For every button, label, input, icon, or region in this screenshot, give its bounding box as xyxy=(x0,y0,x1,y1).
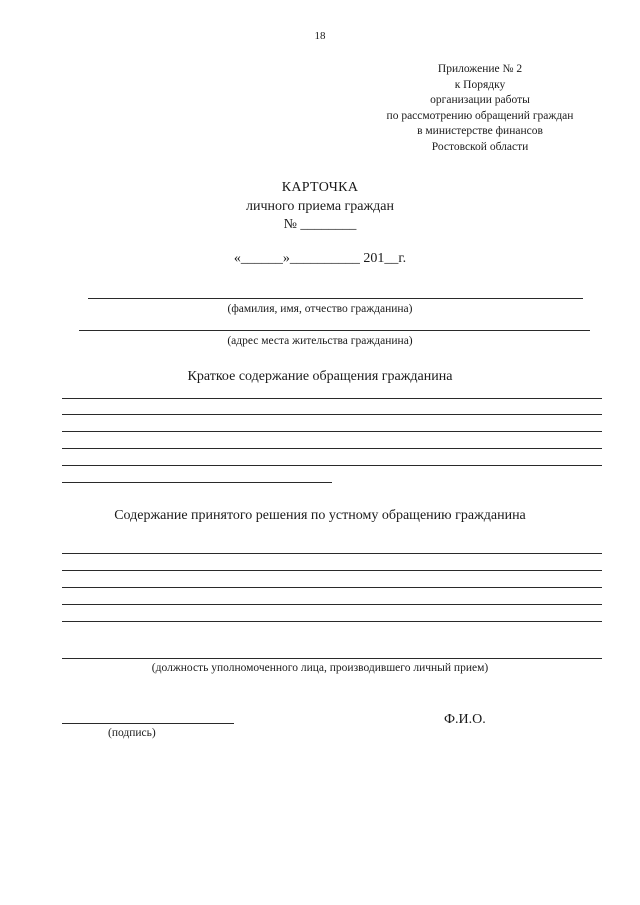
summary-heading: Краткое содержание обращения гражданина xyxy=(187,369,453,384)
summary-blank-line xyxy=(62,431,602,432)
appendix-line: по рассмотрению обращений граждан xyxy=(386,109,574,122)
summary-blank-line xyxy=(62,465,602,466)
card-subtitle: личного приема граждан xyxy=(245,199,395,214)
decision-blank-line xyxy=(62,604,602,605)
address-blank-line xyxy=(79,330,590,331)
summary-blank-line xyxy=(62,448,602,449)
decision-blank-line xyxy=(62,621,602,622)
appendix-line: Приложение № 2 xyxy=(437,63,523,75)
decision-heading: Содержание принятого решения по устному обращению гражданина xyxy=(114,508,526,523)
address-caption: (адрес места жительства гражданина) xyxy=(227,335,413,347)
name-caption: (фамилия, имя, отчество гражданина) xyxy=(227,303,413,315)
appendix-line: организации работы xyxy=(430,94,530,107)
name-blank-line xyxy=(88,298,583,299)
summary-blank-line xyxy=(62,414,602,415)
card-title: КАРТОЧКА xyxy=(281,180,359,195)
signature-caption: (подпись) xyxy=(108,727,156,739)
position-blank-line xyxy=(62,658,602,659)
appendix-line: к Порядку xyxy=(454,78,506,91)
appendix-header xyxy=(360,62,600,156)
page-number: 18 xyxy=(314,30,326,42)
summary-blank-line-short xyxy=(62,482,332,483)
card-number-field: № ________ xyxy=(283,217,357,232)
appendix-line: в министерстве финансов xyxy=(417,125,543,138)
fio-label: Ф.И.О. xyxy=(444,712,486,727)
decision-blank-line xyxy=(62,553,602,554)
decision-blank-line xyxy=(62,587,602,588)
summary-blank-line xyxy=(62,398,602,399)
appendix-line: Ростовской области xyxy=(431,140,529,153)
decision-blank-line xyxy=(62,570,602,571)
position-caption: (должность уполномоченного лица, производившего личный прием) xyxy=(151,662,489,674)
date-field: «______»__________ 201__г. xyxy=(233,251,407,266)
signature-blank-line xyxy=(62,723,234,724)
